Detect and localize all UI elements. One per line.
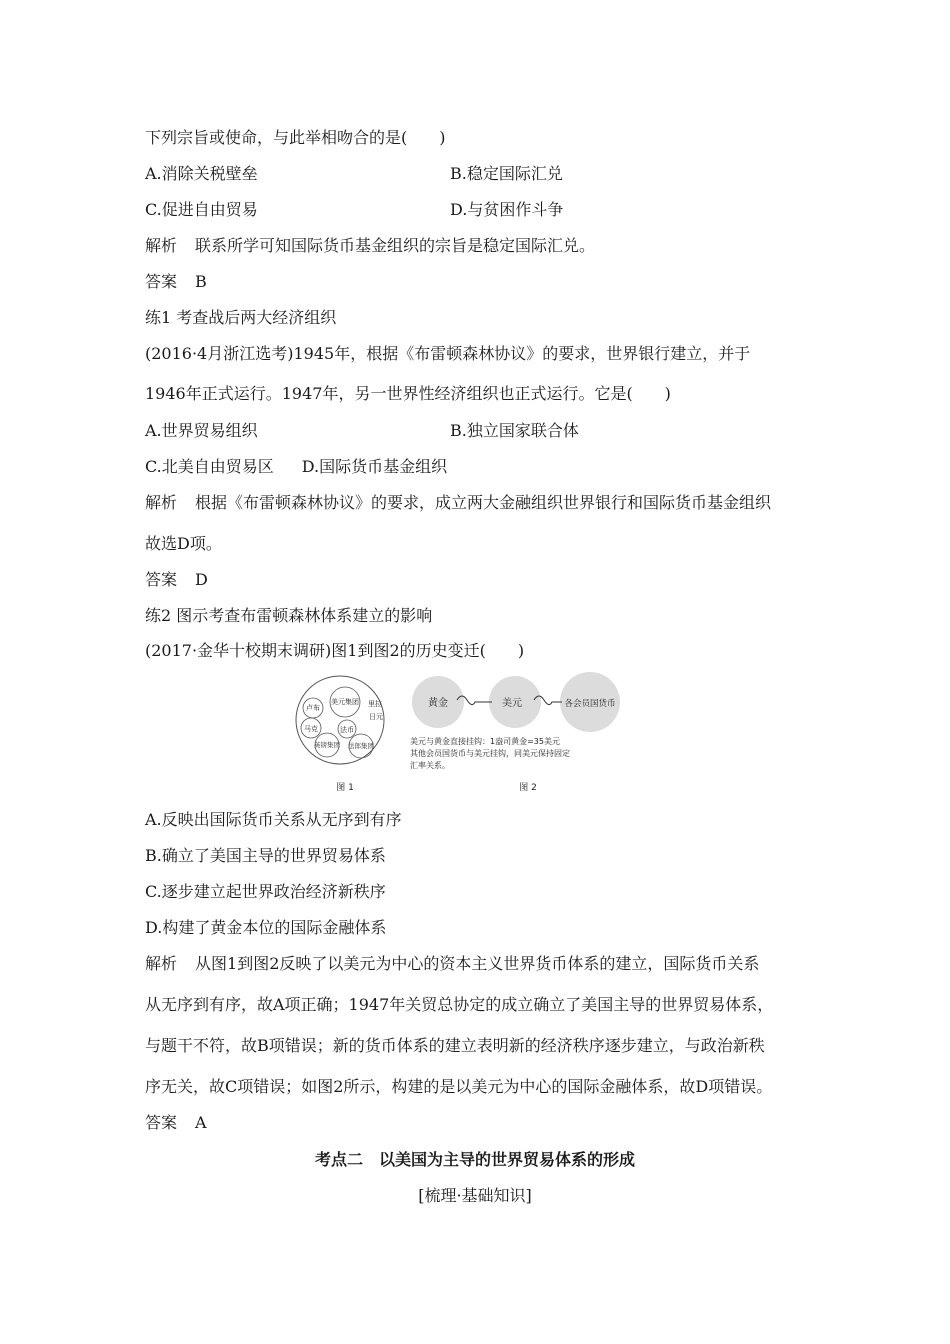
q2-option-d: D.国际货币基金组织 xyxy=(301,457,448,476)
fig2-dollar-label: 美元 xyxy=(502,698,522,709)
q3-option-c: C.逐步建立起世界政治经济新秩序 xyxy=(145,882,386,901)
analysis-label: 解析 xyxy=(145,954,178,973)
fig1-label-dollar-bloc: 美元集团 xyxy=(331,698,359,706)
analysis-text: 根据《布雷顿森林协议》的要求，成立两大金融组织世界银行和国际货币基金组织 xyxy=(195,493,772,512)
answer-label: 答案 xyxy=(145,1113,178,1132)
q3-analysis-line4: 序无关，故C项错误；如图2所示，构建的是以美元为中心的国际金融体系，故D项错误。 xyxy=(145,1077,773,1096)
analysis-label: 解析 xyxy=(145,493,178,512)
answer-label: 答案 xyxy=(145,570,178,589)
q3-heading: 练2 图示考查布雷顿森林体系建立的影响 xyxy=(145,606,433,625)
q2-option-b: B.独立国家联合体 xyxy=(450,421,579,440)
q3-analysis-line3: 与题干不符，故B项错误；新的货币体系的建立表明新的经济秩序逐步建立，与政治新秩 xyxy=(145,1036,765,1055)
analysis-text: 从图1到图2反映了以美元为中心的资本主义世界货币体系的建立，国际货币关系 xyxy=(195,954,760,973)
q2-heading: 练1 考查战后两大经济组织 xyxy=(145,308,337,327)
q1-option-b: B.稳定国际汇兑 xyxy=(450,164,563,183)
q2-answer xyxy=(145,570,208,590)
section-title: 考点二 以美国为主导的世界贸易体系的形成 xyxy=(314,1150,635,1169)
q1-stem: 下列宗旨或使命，与此举相吻合的是( ) xyxy=(145,128,446,147)
q2-options-cd xyxy=(145,457,447,477)
fig2-member-label: 各会员国货币 xyxy=(564,699,616,709)
q2-analysis-line1 xyxy=(145,493,771,513)
analysis-text: 联系所学可知国际货币基金组织的宗旨是稳定国际汇兑。 xyxy=(195,236,596,255)
q2-analysis-line2: 故选D项。 xyxy=(145,534,222,553)
fig1-caption: 图 1 xyxy=(336,783,354,793)
currency-system-figure xyxy=(290,672,630,797)
fig2-caption: 图 2 xyxy=(519,783,537,793)
fig2-note-line2: 其他会员国货币与美元挂钩，同美元保持固定 xyxy=(410,749,570,758)
figure-1 xyxy=(296,676,384,793)
fig2-note-line3: 汇率关系。 xyxy=(410,761,450,770)
q1-option-c: C.促进自由贸易 xyxy=(145,200,258,219)
fig1-label-franc-bloc: 法郎集团 xyxy=(348,742,374,750)
q3-stem: (2017·金华十校期末调研)图1到图2的历史变迁( ) xyxy=(145,641,525,660)
answer-label: 答案 xyxy=(145,272,178,291)
answer-value: B xyxy=(195,272,207,291)
q3-analysis-line2: 从无序到有序，故A项正确；1947年关贸总协定的成立确立了美国主导的世界贸易体系， xyxy=(145,995,774,1014)
q3-option-b: B.确立了美国主导的世界贸易体系 xyxy=(145,846,386,865)
q2-stem-line1: (2016·4月浙江选考)1945年，根据《布雷顿森林协议》的要求，世界银行建立，并于 xyxy=(145,344,751,363)
analysis-label: 解析 xyxy=(145,236,178,255)
fig2-gold-label: 黄金 xyxy=(428,698,448,709)
answer-value: A xyxy=(195,1113,207,1132)
q1-option-a: A.消除关税壁垒 xyxy=(145,164,258,183)
answer-value: D xyxy=(195,570,208,589)
fig1-label-fabi: 法币 xyxy=(340,726,354,734)
q3-answer xyxy=(145,1113,207,1133)
q3-option-a: A.反映出国际货币关系从无序到有序 xyxy=(145,810,402,829)
figure-2 xyxy=(410,672,620,793)
q1-analysis xyxy=(145,236,595,256)
fig2-note-line1: 美元与黄金直接挂钩：1盎司黄金=35美元 xyxy=(410,737,560,746)
fig1-label-mark: 马克 xyxy=(304,725,318,733)
fig1-label-rouble: 卢布 xyxy=(306,704,320,712)
fig1-label-lira: 里拉 xyxy=(368,700,382,708)
q1-option-d: D.与贫困作斗争 xyxy=(450,200,564,219)
fig1-label-yen: 日元 xyxy=(369,713,383,721)
q2-option-c: C.北美自由贸易区 xyxy=(145,457,274,476)
q3-analysis-line1 xyxy=(145,954,759,974)
section-subtitle: [梳理·基础知识] xyxy=(418,1186,532,1205)
q3-option-d: D.构建了黄金本位的国际金融体系 xyxy=(145,918,387,937)
fig1-label-sterling-bloc: 英镑集团 xyxy=(314,741,340,749)
q2-option-a: A.世界贸易组织 xyxy=(145,421,258,440)
q2-stem-line2: 1946年正式运行。1947年，另一世界性经济组织也正式运行。它是( ) xyxy=(145,384,671,403)
q1-answer xyxy=(145,272,207,292)
